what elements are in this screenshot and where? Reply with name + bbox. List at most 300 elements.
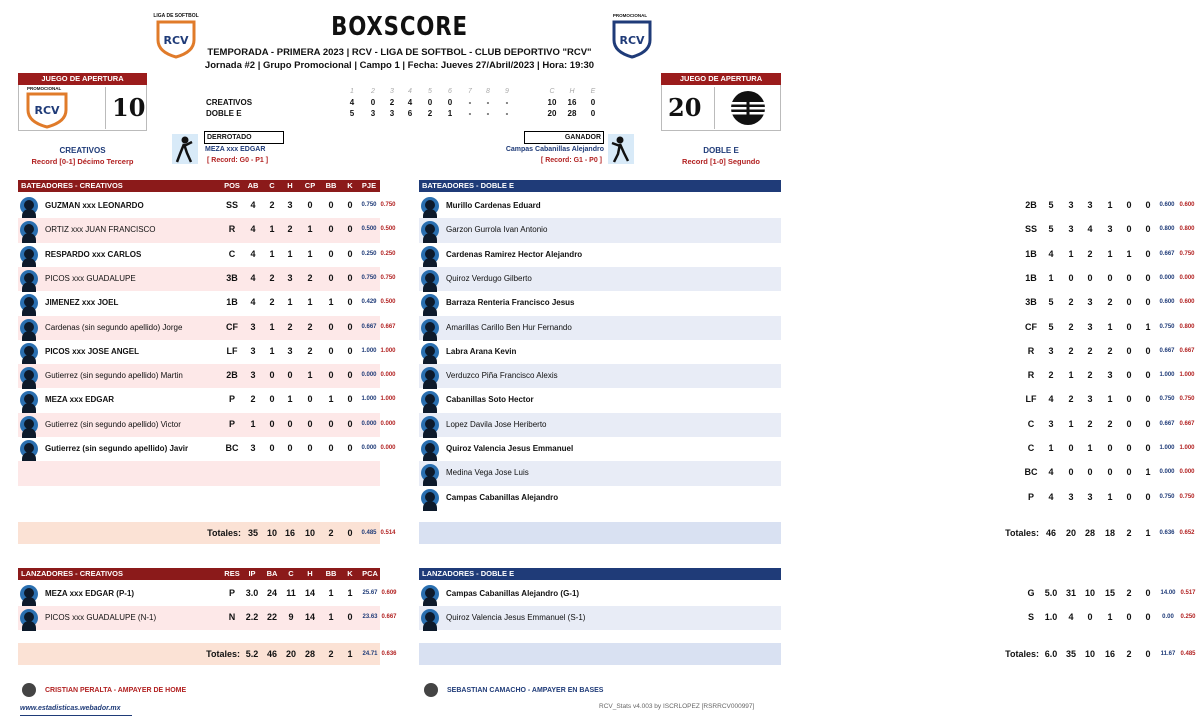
stat-cell: 3 bbox=[287, 200, 293, 210]
stat-cell: 0 bbox=[307, 443, 313, 453]
player-name: MEZA xxx EDGAR (P-1) bbox=[45, 589, 135, 598]
umpire-bases: SEBASTIAN CAMACHO - AMPAYER EN BASES bbox=[447, 687, 604, 694]
table-row[interactable] bbox=[419, 606, 1196, 630]
stat-cell: 0 bbox=[328, 345, 334, 356]
table-row[interactable] bbox=[419, 316, 1195, 340]
stat-cell: 0 bbox=[1126, 321, 1132, 332]
stat-cell: 2B bbox=[1025, 200, 1037, 210]
pitching-table-creativos bbox=[18, 568, 397, 666]
stat-cell: 14.00 bbox=[1160, 590, 1176, 596]
stat-cell: 14 bbox=[304, 612, 315, 622]
home-promo-caption: PROMOCIONAL bbox=[27, 86, 62, 91]
stat-cell: 0 bbox=[1145, 418, 1151, 429]
stat-cell: G bbox=[1027, 588, 1035, 598]
stat-cell: 1 bbox=[1068, 418, 1074, 429]
stat-cell: 1 bbox=[1107, 612, 1113, 622]
total-cell: 35 bbox=[1065, 649, 1076, 659]
inning-runs: 2 bbox=[389, 98, 395, 107]
away-score: 20 bbox=[668, 93, 702, 122]
player-name: PICOS xxx JOSE ANGEL bbox=[45, 346, 139, 356]
column-header: AB bbox=[1045, 181, 1057, 190]
stat-cell: 1 bbox=[269, 345, 275, 356]
total-cell: 10 bbox=[1084, 649, 1095, 659]
table-row[interactable] bbox=[18, 486, 380, 510]
stat-cell: 2 bbox=[269, 297, 275, 308]
total-cell: 11.67 bbox=[1160, 651, 1176, 657]
stat-cell: 2 bbox=[1107, 345, 1113, 356]
table-row[interactable] bbox=[419, 218, 1195, 242]
column-header: K bbox=[347, 569, 353, 578]
stat-cell: 4 bbox=[250, 248, 256, 259]
total-cell: 35 bbox=[247, 528, 258, 538]
stat-cell: 3 bbox=[250, 443, 256, 453]
player-avatar-icon bbox=[20, 197, 38, 215]
total-cell: 0.636 bbox=[1159, 530, 1175, 536]
stat-cell: 3B bbox=[226, 272, 238, 283]
total-cell: 0 bbox=[1145, 649, 1151, 659]
table-title: LANZADORES - CREATIVOS bbox=[21, 569, 123, 578]
stat-cell: 0 bbox=[1145, 297, 1151, 308]
stat-cell: 0 bbox=[347, 394, 353, 405]
player-name: Gutierrez (sin segundo apellido) Martin bbox=[45, 371, 183, 381]
player-name: Campas Cabanillas Alejandro bbox=[446, 492, 559, 502]
player-name: Cardenas Ramirez Hector Alejandro bbox=[446, 249, 583, 259]
stat-cell: 1 bbox=[287, 394, 293, 405]
player-avatar-icon bbox=[20, 343, 38, 361]
stat-cell: 0 bbox=[328, 248, 334, 259]
table-row[interactable] bbox=[419, 243, 1195, 267]
stat-cell: 1 bbox=[1087, 443, 1093, 453]
stat-cell: 10 bbox=[1084, 588, 1095, 598]
stat-cell: 0 bbox=[1145, 588, 1151, 598]
table-row[interactable] bbox=[18, 364, 396, 388]
inning-header: 1 bbox=[350, 88, 354, 95]
inning-header: 7 bbox=[468, 88, 472, 95]
stat-cell: 2 bbox=[1126, 588, 1132, 598]
stat-cell: 0.000 bbox=[380, 372, 396, 379]
totals-row bbox=[419, 643, 1196, 665]
inning-runs: - bbox=[505, 109, 509, 118]
totals-label: Totales: bbox=[206, 649, 240, 659]
stat-cell: 3 bbox=[1068, 224, 1074, 235]
stat-cell: R bbox=[1027, 345, 1035, 356]
stat-cell: 1 bbox=[287, 297, 293, 308]
total-cell: 0 bbox=[347, 528, 353, 538]
column-header: K bbox=[1145, 569, 1151, 578]
stat-cell: 24 bbox=[266, 588, 277, 598]
stat-cell: 0 bbox=[1087, 467, 1093, 478]
stat-cell: 1 bbox=[1068, 370, 1074, 381]
stat-cell: 2.2 bbox=[245, 612, 259, 622]
table-title: LANZADORES - DOBLE E bbox=[422, 569, 515, 578]
column-header: AB bbox=[247, 181, 259, 190]
table-row[interactable] bbox=[18, 388, 396, 412]
table-row[interactable] bbox=[419, 486, 1195, 510]
inning-runs: - bbox=[486, 109, 490, 118]
stat-cell: 0 bbox=[347, 224, 353, 235]
table-row[interactable] bbox=[18, 316, 396, 340]
table-row[interactable] bbox=[18, 340, 396, 364]
total-cell: 0.485 bbox=[361, 530, 377, 536]
stat-cell: 1 bbox=[1068, 248, 1074, 259]
player-name: JIMENEZ xxx JOEL bbox=[45, 298, 119, 308]
stat-cell: BC bbox=[1024, 467, 1038, 478]
stat-cell: 0 bbox=[1145, 394, 1151, 405]
stat-cell: 1.000 bbox=[380, 347, 396, 354]
home-record: Record [0-1] Décimo Tercerp bbox=[31, 157, 134, 166]
total-cell: 16 bbox=[1104, 649, 1115, 659]
away-team-name: DOBLE E bbox=[703, 146, 739, 155]
stat-cell: 0.000 bbox=[1159, 469, 1175, 476]
player-name: Labra Arana Kevin bbox=[446, 346, 517, 356]
table-row[interactable] bbox=[18, 413, 396, 437]
stat-cell: 0.800 bbox=[1179, 226, 1195, 233]
player-name: Quiroz Verdugo Gilberto bbox=[446, 273, 532, 283]
stat-cell: 2 bbox=[1107, 297, 1113, 308]
stat-cell: 0.750 bbox=[361, 274, 377, 281]
stat-cell: 1 bbox=[1145, 321, 1151, 332]
total-cell: 0.636 bbox=[381, 651, 397, 657]
table-row[interactable] bbox=[419, 340, 1195, 364]
stat-cell: 0.000 bbox=[1179, 469, 1195, 476]
stat-cell: 0.000 bbox=[380, 420, 396, 427]
table-header bbox=[18, 568, 397, 580]
home-team-logo bbox=[25, 92, 69, 130]
total-cell: 10 bbox=[266, 528, 277, 538]
stat-cell: 1 bbox=[1107, 200, 1113, 210]
player-name: Quiroz Valencia Jesus Emmanuel (S-1) bbox=[446, 613, 586, 622]
stat-cell: 0 bbox=[1126, 224, 1132, 235]
column-header: H bbox=[1107, 569, 1113, 578]
stat-cell: 0 bbox=[1087, 272, 1093, 283]
total-cell: 2 bbox=[1126, 528, 1132, 538]
column-header: C bbox=[269, 181, 275, 190]
stat-cell: P bbox=[228, 394, 235, 405]
stat-cell: C bbox=[1027, 443, 1035, 453]
table-row[interactable] bbox=[18, 194, 396, 218]
stat-cell: 4 bbox=[250, 297, 256, 308]
stat-cell: 0 bbox=[1145, 272, 1151, 283]
stat-cell: 1 bbox=[307, 370, 313, 381]
player-avatar-icon bbox=[20, 294, 38, 312]
stat-cell: 1 bbox=[1048, 443, 1054, 453]
player-avatar-icon bbox=[421, 221, 439, 239]
table-header bbox=[419, 568, 1196, 580]
player-avatar-icon bbox=[20, 367, 38, 385]
stat-cell: 11 bbox=[286, 588, 296, 598]
stat-cell: 0 bbox=[307, 418, 313, 429]
total-cell: 0.514 bbox=[380, 530, 396, 536]
stat-cell: 0.800 bbox=[1179, 323, 1195, 330]
table-row[interactable] bbox=[419, 194, 1195, 218]
inning-header: 5 bbox=[428, 88, 432, 95]
totals-label: Totales: bbox=[1005, 528, 1039, 538]
stat-cell: 0 bbox=[328, 370, 334, 381]
stat-cell: 4 bbox=[250, 224, 256, 235]
total-header: E bbox=[590, 88, 596, 95]
stat-cell: 0.250 bbox=[1180, 614, 1196, 620]
stat-cell: 3 bbox=[1048, 418, 1054, 429]
stat-cell: 0.750 bbox=[1159, 493, 1175, 500]
player-name: RESPARDO xxx CARLOS bbox=[45, 249, 142, 259]
stat-cell: 1 bbox=[1107, 321, 1113, 332]
player-avatar-icon bbox=[421, 464, 439, 482]
table-row[interactable] bbox=[18, 243, 396, 267]
stat-cell: 2 bbox=[269, 272, 275, 283]
stat-cell: 15 bbox=[1104, 588, 1115, 598]
stat-cell: 5 bbox=[1048, 297, 1054, 308]
stat-cell: 0 bbox=[1126, 345, 1132, 356]
column-header: H bbox=[1087, 181, 1093, 190]
player-avatar-icon bbox=[421, 294, 439, 312]
linescore-team-name: CREATIVOS bbox=[206, 98, 253, 107]
column-header: BB bbox=[1123, 569, 1135, 578]
stat-cell: 1 bbox=[307, 224, 313, 235]
stat-cell: 0 bbox=[347, 443, 353, 453]
table-row[interactable] bbox=[419, 267, 1195, 291]
player-avatar-icon bbox=[421, 440, 439, 458]
stat-cell: 0.667 bbox=[1159, 347, 1175, 354]
stat-cell: 0 bbox=[1145, 370, 1151, 381]
player-avatar-icon bbox=[421, 367, 439, 385]
player-name: Gutierrez (sin segundo apellido) Victor bbox=[45, 419, 181, 429]
stat-cell: 22 bbox=[266, 612, 277, 622]
stat-cell: 3 bbox=[287, 345, 293, 356]
player-avatar-icon bbox=[20, 221, 38, 239]
stat-cell: 0.667 bbox=[381, 614, 397, 620]
stat-cell: 1.0 bbox=[1044, 612, 1058, 622]
stat-cell: R bbox=[228, 224, 236, 235]
column-header: POP bbox=[1180, 569, 1196, 578]
stat-cell: 0 bbox=[1087, 612, 1093, 622]
stat-cell: 0.600 bbox=[1159, 299, 1175, 306]
stat-cell: 3 bbox=[1048, 345, 1054, 356]
table-row[interactable] bbox=[419, 437, 1195, 461]
inning-header: 4 bbox=[408, 88, 412, 95]
stat-cell: 0.750 bbox=[380, 274, 396, 281]
stat-cell: LF bbox=[1025, 394, 1037, 405]
column-header: IP bbox=[1047, 569, 1055, 578]
stat-cell: 3 bbox=[1068, 491, 1074, 502]
stat-cell: 2 bbox=[1087, 370, 1093, 381]
table-row[interactable] bbox=[419, 413, 1195, 437]
stat-cell: 0.600 bbox=[1159, 202, 1175, 208]
stat-cell: 0.750 bbox=[361, 202, 377, 208]
stat-cell: 0.667 bbox=[380, 323, 396, 330]
loser-label: DERROTADO bbox=[204, 131, 284, 144]
stat-cell: 1.000 bbox=[361, 396, 377, 403]
total-cell: 20 bbox=[285, 649, 296, 659]
stat-cell: 5 bbox=[1048, 200, 1054, 210]
inning-runs: 2 bbox=[427, 109, 433, 118]
stat-cell: 0.750 bbox=[1159, 323, 1175, 330]
stat-cell: 1 bbox=[1107, 394, 1113, 405]
table-row[interactable] bbox=[18, 606, 397, 630]
stat-cell: 0 bbox=[1126, 272, 1132, 283]
column-header: BA bbox=[266, 569, 278, 578]
stat-cell: 0.000 bbox=[361, 420, 377, 427]
stat-cell: 0 bbox=[1068, 443, 1074, 453]
table-row[interactable] bbox=[419, 582, 1196, 606]
stat-cell: 1 bbox=[269, 248, 275, 259]
stat-cell: 1 bbox=[328, 297, 334, 308]
table-row[interactable] bbox=[18, 461, 380, 485]
stat-cell: 0.000 bbox=[361, 372, 377, 379]
player-name: Medina Vega Jose Luis bbox=[446, 468, 529, 478]
stat-cell: 3B bbox=[1025, 297, 1037, 308]
inning-runs: 0 bbox=[447, 98, 453, 107]
stat-cell: 3 bbox=[250, 321, 256, 332]
stat-cell: 1B bbox=[1025, 272, 1037, 283]
inning-runs: - bbox=[505, 98, 509, 107]
stat-cell: 2 bbox=[269, 200, 275, 210]
stat-cell: 4 bbox=[250, 200, 256, 210]
table-title: BATEADORES - CREATIVOS bbox=[21, 181, 123, 190]
stat-cell: CF bbox=[1025, 321, 1037, 332]
table-row[interactable] bbox=[419, 388, 1195, 412]
stat-cell: 0 bbox=[1126, 370, 1132, 381]
game-info-line: Jornada #2 | Grupo Promocional | Campo 1 | Fecha: Jueves 27/Abril/2023 | Hora: 19:30 bbox=[204, 60, 595, 71]
player-name: Barraza Renteria Francisco Jesus bbox=[446, 298, 575, 308]
stat-cell: 0 bbox=[1145, 443, 1151, 453]
stat-cell: 0 bbox=[1068, 272, 1074, 283]
stat-cell: 0 bbox=[1145, 248, 1151, 259]
column-header: H bbox=[307, 569, 313, 578]
total-errors: 0 bbox=[590, 98, 596, 107]
stat-cell: 0 bbox=[347, 200, 353, 210]
stat-cell: 4 bbox=[1087, 224, 1093, 235]
total-cell: 2 bbox=[328, 649, 334, 659]
stat-cell: 1 bbox=[307, 248, 313, 259]
stat-cell: 1.000 bbox=[1179, 372, 1195, 379]
player-avatar-icon bbox=[421, 319, 439, 337]
stat-cell: 4 bbox=[1048, 248, 1054, 259]
batting-table-creativos bbox=[18, 180, 397, 542]
stat-cell: 1 bbox=[1145, 467, 1151, 478]
player-name: Amarillas Carillo Ben Hur Fernando bbox=[446, 322, 572, 332]
column-header: OBP bbox=[1178, 181, 1196, 190]
inning-runs: 3 bbox=[389, 109, 395, 118]
stat-cell: 4 bbox=[1048, 467, 1054, 478]
column-header: BB bbox=[325, 569, 337, 578]
stat-cell: 0.429 bbox=[361, 299, 377, 306]
table-row[interactable] bbox=[18, 291, 396, 315]
stat-cell: 0 bbox=[328, 200, 334, 210]
stat-cell: 0 bbox=[1068, 467, 1074, 478]
stat-cell: 1.000 bbox=[1159, 372, 1175, 379]
player-name: Verduzco Piña Francisco Alexis bbox=[446, 371, 558, 381]
table-row[interactable] bbox=[18, 582, 397, 606]
stat-cell: 0.500 bbox=[361, 226, 377, 233]
inning-header: 6 bbox=[448, 88, 452, 95]
stat-cell: P bbox=[228, 418, 235, 429]
stat-cell: C bbox=[228, 248, 236, 259]
loser-name: MEZA xxx EDGAR bbox=[205, 146, 266, 153]
player-name: Campas Cabanillas Alejandro (G-1) bbox=[446, 589, 580, 598]
stat-cell: 5 bbox=[1048, 224, 1054, 235]
table-row[interactable] bbox=[419, 364, 1195, 388]
stat-cell: 0 bbox=[328, 224, 334, 235]
stat-cell: 0.667 bbox=[1159, 250, 1175, 257]
inning-runs: 4 bbox=[349, 98, 355, 107]
umpire-base-icon bbox=[424, 683, 438, 697]
column-header: BA bbox=[1065, 569, 1077, 578]
stat-cell: 0.600 bbox=[1179, 202, 1195, 208]
stat-cell: 0 bbox=[1145, 200, 1151, 210]
stat-cell: 0 bbox=[1107, 272, 1113, 283]
total-cell: 1 bbox=[1145, 528, 1151, 538]
stat-cell: 2 bbox=[1068, 321, 1074, 332]
stat-cell: 0 bbox=[347, 418, 353, 429]
player-name: PICOS xxx GUADALUPE (N-1) bbox=[45, 613, 157, 622]
stat-cell: 0.500 bbox=[380, 299, 396, 306]
batter-silhouette-icon bbox=[172, 134, 198, 166]
column-header: C bbox=[288, 569, 294, 578]
total-hits: 16 bbox=[567, 98, 577, 107]
stat-cell: 0 bbox=[1145, 345, 1151, 356]
table-row[interactable] bbox=[18, 437, 396, 461]
stat-cell: 1.000 bbox=[361, 347, 377, 354]
stat-cell: R bbox=[1027, 370, 1035, 381]
table-title: BATEADORES - DOBLE E bbox=[422, 181, 514, 190]
stat-cell: 3 bbox=[250, 370, 256, 381]
stat-cell: 4 bbox=[1048, 394, 1054, 405]
stat-cell: 0 bbox=[1107, 443, 1113, 453]
stat-cell: 0.000 bbox=[380, 445, 396, 451]
stat-cell: 0 bbox=[347, 272, 353, 283]
column-header: RES bbox=[1023, 569, 1039, 578]
table-row[interactable] bbox=[18, 267, 396, 291]
stat-cell: 0.750 bbox=[1179, 396, 1195, 403]
stat-cell: 1 bbox=[250, 418, 256, 429]
player-name: Garzon Gurrola Ivan Antonio bbox=[446, 225, 548, 235]
stat-cell: 0.800 bbox=[1159, 226, 1175, 233]
column-header: IP bbox=[248, 569, 256, 578]
stat-cell: 1 bbox=[328, 394, 334, 405]
column-header: PCA bbox=[1160, 569, 1176, 578]
stat-cell: SS bbox=[1024, 224, 1037, 235]
inning-runs: - bbox=[468, 109, 472, 118]
table-row[interactable] bbox=[419, 461, 1195, 485]
total-cell: 1 bbox=[347, 649, 353, 659]
column-header: BB bbox=[325, 181, 337, 190]
player-name: GUZMAN xxx LEONARDO bbox=[45, 201, 144, 210]
winner-record: [ Record: G1 - P0 ] bbox=[540, 157, 602, 164]
stat-cell: N bbox=[228, 612, 236, 622]
player-avatar-icon bbox=[421, 489, 439, 507]
stat-cell: 0 bbox=[328, 443, 334, 453]
table-row[interactable] bbox=[18, 218, 396, 242]
stat-cell: 3 bbox=[1107, 224, 1113, 235]
total-hits: 28 bbox=[567, 109, 577, 118]
stat-cell: 0.600 bbox=[1179, 299, 1195, 306]
player-avatar-icon bbox=[20, 319, 38, 337]
table-row[interactable] bbox=[419, 291, 1195, 315]
stat-cell: P bbox=[1027, 491, 1034, 502]
website-link[interactable]: www.estadisticas.webador.mx bbox=[20, 705, 121, 712]
stat-cell: S bbox=[1027, 612, 1034, 622]
stat-cell: 3 bbox=[1087, 394, 1093, 405]
stat-cell: 0 bbox=[307, 394, 313, 405]
stat-cell: 0 bbox=[269, 394, 275, 405]
logo-text: RCV bbox=[34, 104, 60, 117]
column-header: K bbox=[347, 181, 353, 190]
stat-cell: C bbox=[1027, 418, 1035, 429]
player-avatar-icon bbox=[421, 246, 439, 264]
player-avatar-icon bbox=[421, 609, 439, 627]
logo-text: RCV bbox=[619, 34, 645, 47]
column-header: OBP bbox=[379, 181, 397, 190]
